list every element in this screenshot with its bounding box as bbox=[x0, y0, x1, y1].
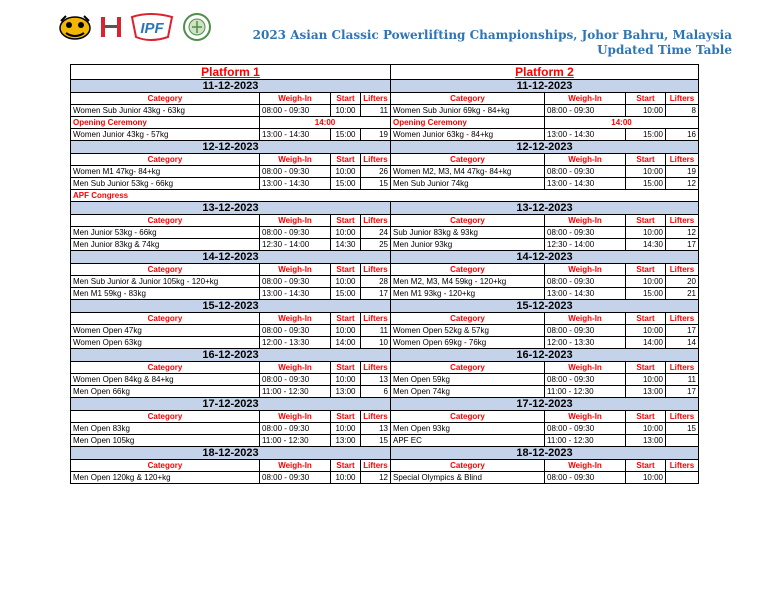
weigh-in-cell: 13:00 - 14:30 bbox=[545, 288, 626, 300]
category-header: Category bbox=[71, 460, 260, 472]
category-cell: Men Open 59kg bbox=[391, 374, 545, 386]
date-row bbox=[71, 447, 699, 460]
weigh-in-header: Weigh-In bbox=[545, 93, 626, 105]
table-row bbox=[71, 435, 699, 447]
ceremony-label: Opening Ceremony bbox=[71, 117, 260, 129]
lifters-cell: 11 bbox=[666, 374, 699, 386]
date-row bbox=[71, 202, 699, 215]
weigh-in-cell: 08:00 - 09:30 bbox=[260, 374, 331, 386]
start-cell: 13:00 bbox=[626, 386, 666, 398]
date-heading: 14-12-2023 bbox=[391, 251, 699, 264]
lifters-cell: 15 bbox=[361, 178, 391, 190]
weigh-in-cell: 08:00 - 09:30 bbox=[260, 276, 331, 288]
lifters-cell: 17 bbox=[361, 288, 391, 300]
start-cell: 14:00 bbox=[331, 337, 361, 349]
category-cell: APF EC bbox=[391, 435, 545, 447]
category-cell: Men M1 93kg - 120+kg bbox=[391, 288, 545, 300]
category-cell: Special Olympics & Blind bbox=[391, 472, 545, 484]
start-header: Start bbox=[331, 313, 361, 325]
lifters-cell: 17 bbox=[666, 325, 699, 337]
start-header: Start bbox=[626, 362, 666, 374]
lifters-header: Lifters bbox=[361, 313, 391, 325]
start-cell: 10:00 bbox=[626, 166, 666, 178]
start-cell: 10:00 bbox=[626, 472, 666, 484]
column-header-row bbox=[71, 411, 699, 423]
date-row bbox=[71, 300, 699, 313]
lifters-cell: 15 bbox=[361, 435, 391, 447]
timetable bbox=[70, 64, 699, 484]
lifters-cell: 15 bbox=[666, 423, 699, 435]
start-cell: 10:00 bbox=[331, 472, 361, 484]
column-header-row bbox=[71, 93, 699, 105]
weigh-in-cell: 12:30 - 14:00 bbox=[545, 239, 626, 251]
category-cell: Men Open 74kg bbox=[391, 386, 545, 398]
platform-2-title: Platform 2 bbox=[391, 65, 699, 80]
category-cell: Men Open 120kg & 120+kg bbox=[71, 472, 260, 484]
page-title: 2023 Asian Classic Powerlifting Championships, Johor Bahru, Malaysia bbox=[252, 28, 732, 42]
category-header: Category bbox=[71, 264, 260, 276]
table-row bbox=[71, 288, 699, 300]
start-cell: 13:00 bbox=[331, 435, 361, 447]
category-cell: Men Open 93kg bbox=[391, 423, 545, 435]
start-header: Start bbox=[331, 362, 361, 374]
lifters-header: Lifters bbox=[666, 313, 699, 325]
start-cell: 10:00 bbox=[331, 374, 361, 386]
lifters-cell: 20 bbox=[666, 276, 699, 288]
start-cell: 10:00 bbox=[626, 105, 666, 117]
date-row bbox=[71, 251, 699, 264]
lifters-cell: 26 bbox=[361, 166, 391, 178]
date-heading: 13-12-2023 bbox=[391, 202, 699, 215]
start-cell: 10:00 bbox=[331, 227, 361, 239]
platform-1-title: Platform 1 bbox=[71, 65, 391, 80]
ceremony-row bbox=[71, 117, 699, 129]
lifters-header: Lifters bbox=[666, 264, 699, 276]
category-cell: Men Open 66kg bbox=[71, 386, 260, 398]
category-cell: Women Open 84kg & 84+kg bbox=[71, 374, 260, 386]
start-cell: 10:00 bbox=[626, 325, 666, 337]
date-heading: 11-12-2023 bbox=[71, 80, 391, 93]
start-cell: 15:00 bbox=[626, 288, 666, 300]
category-cell: Women M1 47kg- 84+kg bbox=[71, 166, 260, 178]
table-row bbox=[71, 374, 699, 386]
lifters-cell: 12 bbox=[361, 472, 391, 484]
weigh-in-header: Weigh-In bbox=[545, 215, 626, 227]
weigh-in-cell: 11:00 - 12:30 bbox=[260, 435, 331, 447]
weigh-in-header: Weigh-In bbox=[260, 93, 331, 105]
weigh-in-header: Weigh-In bbox=[260, 264, 331, 276]
weigh-in-cell: 08:00 - 09:30 bbox=[260, 423, 331, 435]
start-header: Start bbox=[626, 313, 666, 325]
start-cell: 13:00 bbox=[626, 435, 666, 447]
category-cell: Men Sub Junior & Junior 105kg - 120+kg bbox=[71, 276, 260, 288]
lifters-cell: 28 bbox=[361, 276, 391, 288]
category-cell: Men Junior 93kg bbox=[391, 239, 545, 251]
category-cell: Men Open 105kg bbox=[71, 435, 260, 447]
start-cell: 10:00 bbox=[331, 325, 361, 337]
category-cell: Sub Junior 83kg & 93kg bbox=[391, 227, 545, 239]
start-cell: 14:30 bbox=[331, 239, 361, 251]
weigh-in-header: Weigh-In bbox=[260, 460, 331, 472]
lifters-cell: 17 bbox=[666, 386, 699, 398]
start-header: Start bbox=[331, 154, 361, 166]
weigh-in-cell: 12:00 - 13:30 bbox=[260, 337, 331, 349]
lifters-header: Lifters bbox=[666, 362, 699, 374]
table-row bbox=[71, 276, 699, 288]
weigh-in-cell: 08:00 - 09:30 bbox=[545, 325, 626, 337]
start-header: Start bbox=[626, 264, 666, 276]
weigh-in-cell: 08:00 - 09:30 bbox=[545, 227, 626, 239]
start-header: Start bbox=[331, 93, 361, 105]
lifters-cell: 13 bbox=[361, 374, 391, 386]
table-row bbox=[71, 227, 699, 239]
start-cell: 15:00 bbox=[331, 178, 361, 190]
date-heading: 17-12-2023 bbox=[391, 398, 699, 411]
lifters-cell: 16 bbox=[666, 129, 699, 141]
weigh-in-header: Weigh-In bbox=[545, 362, 626, 374]
ipf-logo bbox=[130, 13, 174, 41]
weigh-in-cell: 08:00 - 09:30 bbox=[545, 276, 626, 288]
lifters-cell: 8 bbox=[666, 105, 699, 117]
category-header: Category bbox=[391, 362, 545, 374]
start-cell: 15:00 bbox=[626, 178, 666, 190]
weigh-in-cell: 13:00 - 14:30 bbox=[545, 129, 626, 141]
start-cell: 14:30 bbox=[626, 239, 666, 251]
weigh-in-header: Weigh-In bbox=[545, 460, 626, 472]
start-header: Start bbox=[331, 460, 361, 472]
category-cell: Men Junior 83kg & 74kg bbox=[71, 239, 260, 251]
weigh-in-cell: 08:00 - 09:30 bbox=[260, 472, 331, 484]
start-cell: 15:00 bbox=[331, 129, 361, 141]
category-header: Category bbox=[71, 313, 260, 325]
lifters-header: Lifters bbox=[361, 154, 391, 166]
category-cell: Women Sub Junior 69kg - 84+kg bbox=[391, 105, 545, 117]
category-header: Category bbox=[71, 411, 260, 423]
lifters-cell: 25 bbox=[361, 239, 391, 251]
weigh-in-cell: 08:00 - 09:30 bbox=[545, 105, 626, 117]
weigh-in-header: Weigh-In bbox=[260, 313, 331, 325]
weigh-in-cell: 12:30 - 14:00 bbox=[260, 239, 331, 251]
lifters-cell: 19 bbox=[666, 166, 699, 178]
page-header bbox=[0, 0, 768, 64]
date-heading: 17-12-2023 bbox=[71, 398, 391, 411]
start-cell: 10:00 bbox=[626, 276, 666, 288]
date-heading: 16-12-2023 bbox=[391, 349, 699, 362]
category-cell: Women Junior 43kg - 57kg bbox=[71, 129, 260, 141]
weigh-in-cell: 13:00 - 14:30 bbox=[260, 178, 331, 190]
date-row bbox=[71, 398, 699, 411]
category-header: Category bbox=[71, 93, 260, 105]
table-row bbox=[71, 178, 699, 190]
start-header: Start bbox=[626, 411, 666, 423]
lifters-header: Lifters bbox=[361, 411, 391, 423]
weigh-in-cell: 08:00 - 09:30 bbox=[260, 166, 331, 178]
column-header-row bbox=[71, 264, 699, 276]
date-heading: 18-12-2023 bbox=[391, 447, 699, 460]
weigh-in-cell: 11:00 - 12:30 bbox=[545, 435, 626, 447]
lifters-cell: 11 bbox=[361, 105, 391, 117]
lifters-header: Lifters bbox=[666, 93, 699, 105]
weigh-in-header: Weigh-In bbox=[260, 362, 331, 374]
lifters-header: Lifters bbox=[666, 411, 699, 423]
category-cell: Women Junior 63kg - 84+kg bbox=[391, 129, 545, 141]
date-row bbox=[71, 80, 699, 93]
lifters-header: Lifters bbox=[361, 93, 391, 105]
column-header-row bbox=[71, 362, 699, 374]
date-heading: 16-12-2023 bbox=[71, 349, 391, 362]
tiger-logo-icon bbox=[58, 13, 92, 41]
category-cell: Men Sub Junior 53kg - 66kg bbox=[71, 178, 260, 190]
weigh-in-cell: 08:00 - 09:30 bbox=[260, 325, 331, 337]
start-header: Start bbox=[626, 93, 666, 105]
congress-row bbox=[71, 190, 699, 202]
start-cell: 10:00 bbox=[626, 227, 666, 239]
category-header: Category bbox=[391, 215, 545, 227]
lifters-header: Lifters bbox=[361, 460, 391, 472]
lifters-cell bbox=[666, 435, 699, 447]
date-heading: 18-12-2023 bbox=[71, 447, 391, 460]
category-cell: Men M2, M3, M4 59kg - 120+kg bbox=[391, 276, 545, 288]
category-cell: Men M1 59kg - 83kg bbox=[71, 288, 260, 300]
date-heading: 11-12-2023 bbox=[391, 80, 699, 93]
category-cell: Women Open 47kg bbox=[71, 325, 260, 337]
category-header: Category bbox=[391, 154, 545, 166]
start-header: Start bbox=[626, 215, 666, 227]
table-row bbox=[71, 325, 699, 337]
weigh-in-header: Weigh-In bbox=[545, 411, 626, 423]
lifters-cell: 14 bbox=[666, 337, 699, 349]
date-row bbox=[71, 349, 699, 362]
weigh-in-header: Weigh-In bbox=[260, 154, 331, 166]
weigh-in-cell: 13:00 - 14:30 bbox=[260, 129, 331, 141]
lifters-header: Lifters bbox=[361, 362, 391, 374]
category-cell: Men Open 83kg bbox=[71, 423, 260, 435]
table-row bbox=[71, 337, 699, 349]
date-row bbox=[71, 141, 699, 154]
weigh-in-cell: 08:00 - 09:30 bbox=[545, 472, 626, 484]
weigh-in-cell: 11:00 - 12:30 bbox=[260, 386, 331, 398]
category-header: Category bbox=[71, 154, 260, 166]
table-row bbox=[71, 129, 699, 141]
table-row bbox=[71, 166, 699, 178]
ceremony-time: 14:00 bbox=[260, 117, 391, 129]
lifters-cell: 12 bbox=[666, 178, 699, 190]
table-row bbox=[71, 423, 699, 435]
weigh-in-header: Weigh-In bbox=[260, 411, 331, 423]
start-header: Start bbox=[331, 264, 361, 276]
column-header-row bbox=[71, 313, 699, 325]
category-header: Category bbox=[391, 264, 545, 276]
column-header-row bbox=[71, 460, 699, 472]
category-header: Category bbox=[391, 93, 545, 105]
logo-group bbox=[58, 12, 212, 42]
lifters-cell: 17 bbox=[666, 239, 699, 251]
column-header-row bbox=[71, 154, 699, 166]
start-header: Start bbox=[626, 460, 666, 472]
category-cell: Women Open 63kg bbox=[71, 337, 260, 349]
weigh-in-header: Weigh-In bbox=[545, 154, 626, 166]
category-cell: Men Sub Junior 74kg bbox=[391, 178, 545, 190]
lifters-cell: 21 bbox=[666, 288, 699, 300]
title-block bbox=[253, 28, 732, 58]
weigh-in-header: Weigh-In bbox=[545, 313, 626, 325]
table-row bbox=[71, 472, 699, 484]
date-heading: 12-12-2023 bbox=[71, 141, 391, 154]
category-cell: Women Sub Junior 43kg - 63kg bbox=[71, 105, 260, 117]
column-header-row bbox=[71, 215, 699, 227]
category-cell: Women Open 69kg - 76kg bbox=[391, 337, 545, 349]
platform-header-row bbox=[71, 65, 699, 80]
weigh-in-cell: 08:00 - 09:30 bbox=[545, 166, 626, 178]
category-cell: Women M2, M3, M4 47kg- 84+kg bbox=[391, 166, 545, 178]
weigh-in-cell: 08:00 - 09:30 bbox=[545, 374, 626, 386]
date-heading: 14-12-2023 bbox=[71, 251, 391, 264]
category-header: Category bbox=[391, 460, 545, 472]
lifters-cell: 6 bbox=[361, 386, 391, 398]
start-cell: 10:00 bbox=[331, 105, 361, 117]
start-cell: 10:00 bbox=[626, 374, 666, 386]
weigh-in-cell: 08:00 - 09:30 bbox=[260, 105, 331, 117]
barbell-icon bbox=[100, 14, 122, 40]
page-subtitle: Updated Time Table bbox=[597, 43, 732, 57]
lifters-cell bbox=[666, 472, 699, 484]
category-header: Category bbox=[71, 215, 260, 227]
weigh-in-cell: 08:00 - 09:30 bbox=[545, 423, 626, 435]
date-heading: 12-12-2023 bbox=[391, 141, 699, 154]
lifters-header: Lifters bbox=[666, 154, 699, 166]
table-row bbox=[71, 386, 699, 398]
table-row bbox=[71, 105, 699, 117]
category-cell: Women Open 52kg & 57kg bbox=[391, 325, 545, 337]
start-cell: 14:00 bbox=[626, 337, 666, 349]
weigh-in-header: Weigh-In bbox=[545, 264, 626, 276]
start-header: Start bbox=[331, 215, 361, 227]
start-cell: 13:00 bbox=[331, 386, 361, 398]
weigh-in-cell: 13:00 - 14:30 bbox=[545, 178, 626, 190]
start-cell: 10:00 bbox=[331, 166, 361, 178]
weigh-in-cell: 13:00 - 14:30 bbox=[260, 288, 331, 300]
lifters-header: Lifters bbox=[666, 460, 699, 472]
weigh-in-cell: 08:00 - 09:30 bbox=[260, 227, 331, 239]
lifters-cell: 19 bbox=[361, 129, 391, 141]
lifters-cell: 10 bbox=[361, 337, 391, 349]
lifters-cell: 13 bbox=[361, 423, 391, 435]
date-heading: 15-12-2023 bbox=[71, 300, 391, 313]
lifters-cell: 12 bbox=[666, 227, 699, 239]
category-header: Category bbox=[71, 362, 260, 374]
date-heading: 15-12-2023 bbox=[391, 300, 699, 313]
category-header: Category bbox=[391, 313, 545, 325]
lifters-header: Lifters bbox=[666, 215, 699, 227]
lifters-header: Lifters bbox=[361, 264, 391, 276]
weigh-in-header: Weigh-In bbox=[260, 215, 331, 227]
start-cell: 10:00 bbox=[626, 423, 666, 435]
start-cell: 10:00 bbox=[331, 423, 361, 435]
federation-seal-icon bbox=[182, 12, 212, 42]
category-cell: Men Junior 53kg - 66kg bbox=[71, 227, 260, 239]
weigh-in-cell: 11:00 - 12:30 bbox=[545, 386, 626, 398]
ipf-logo-text: IPF bbox=[140, 20, 164, 37]
start-cell: 10:00 bbox=[331, 276, 361, 288]
ceremony-label: Opening Ceremony bbox=[391, 117, 545, 129]
lifters-header: Lifters bbox=[361, 215, 391, 227]
table-row bbox=[71, 239, 699, 251]
lifters-cell: 24 bbox=[361, 227, 391, 239]
start-header: Start bbox=[626, 154, 666, 166]
date-heading: 13-12-2023 bbox=[71, 202, 391, 215]
start-cell: 15:00 bbox=[626, 129, 666, 141]
congress-label: APF Congress bbox=[71, 190, 699, 202]
ceremony-time: 14:00 bbox=[545, 117, 699, 129]
lifters-cell: 11 bbox=[361, 325, 391, 337]
weigh-in-cell: 12:00 - 13:30 bbox=[545, 337, 626, 349]
category-header: Category bbox=[391, 411, 545, 423]
start-cell: 15:00 bbox=[331, 288, 361, 300]
start-header: Start bbox=[331, 411, 361, 423]
